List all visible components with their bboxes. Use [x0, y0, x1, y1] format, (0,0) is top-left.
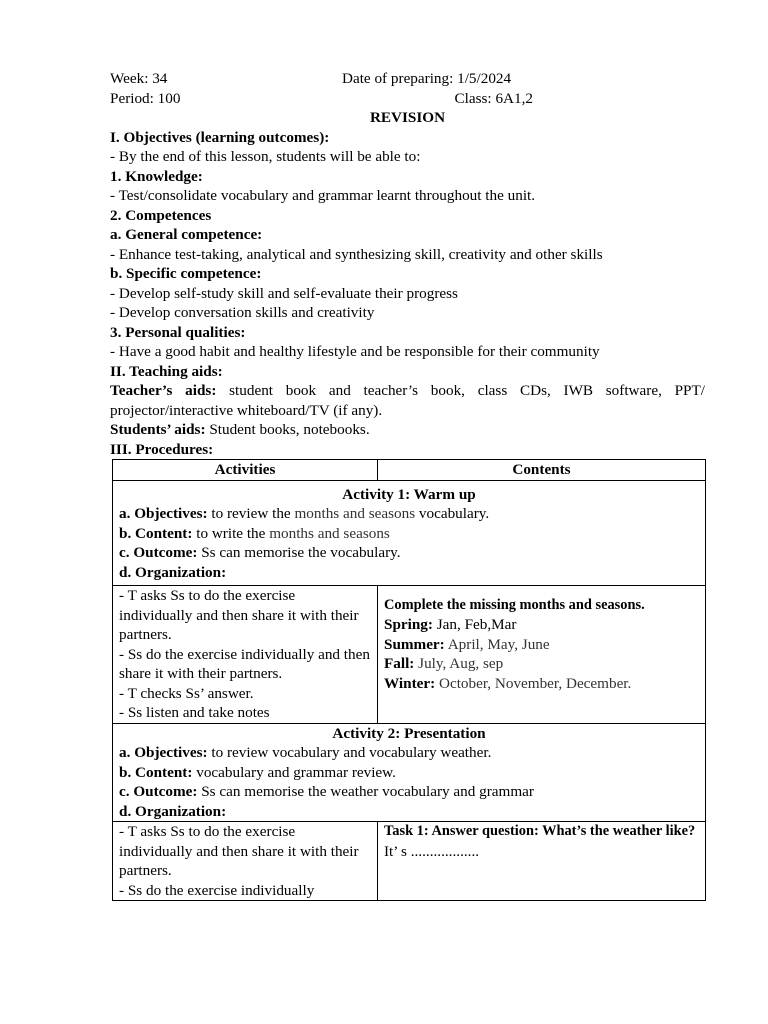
activity2-title: Activity 2: Presentation	[332, 724, 486, 742]
activity2-task-question: What’s the weather like?	[538, 823, 696, 839]
activity2-task-line	[384, 822, 699, 842]
winter-text: October, November, December.	[435, 674, 632, 692]
activity1-obj-text3: vocabulary.	[415, 505, 490, 522]
objectives-heading: I. Objectives (learning outcomes):	[110, 128, 330, 146]
activity2-task-label: Task 1: Answer question:	[384, 823, 539, 839]
header-row-2	[110, 89, 705, 109]
fall-text: July, Aug, sep	[414, 655, 504, 672]
summer-label: Summer:	[384, 635, 445, 653]
spring-label: Spring:	[384, 616, 433, 633]
header-row-1	[110, 69, 705, 89]
winter-label: Winter:	[384, 674, 436, 692]
summer-text: April, May, June	[444, 635, 550, 653]
teacher-aids-text: student book and teacher’s book, class CDs, IWB software, PPT/ projector/interactive whiteboard/TV (if any).	[110, 382, 705, 419]
personal-qualities-heading: 3. Personal qualities:	[110, 323, 246, 341]
activity2-obj-label: a. Objectives:	[119, 744, 208, 761]
activity1-content-text1: to write the	[192, 524, 270, 542]
specific-competence-heading: b. Specific competence:	[110, 265, 262, 282]
teaching-aids-heading: II. Teaching aids:	[110, 362, 223, 380]
activity2-content-text: vocabulary and grammar review.	[192, 763, 396, 781]
students-aids-text: Student books, notebooks.	[205, 421, 370, 438]
activity1-step: - T asks Ss to do the exercise individually and then share it with their partners.	[119, 587, 359, 643]
procedures-heading: III. Procedures:	[110, 440, 214, 458]
activity2-step: - Ss do the exercise individually	[119, 881, 315, 899]
specific-competence-1: - Develop self-study skill and self-evaluate their progress	[110, 284, 458, 302]
knowledge-heading: 1. Knowledge:	[110, 167, 203, 185]
class-label: Class: 6A1,2	[454, 89, 533, 107]
competences-heading: 2. Competences	[110, 206, 212, 224]
activity1-obj-label: a. Objectives:	[119, 505, 208, 522]
activity1-steps	[113, 586, 378, 724]
activity1-info	[113, 480, 706, 586]
activity2-outcome-label: c. Outcome:	[119, 783, 198, 800]
general-competence-text: - Enhance test-taking, analytical and synthesizing skill, creativity and other skills	[110, 245, 603, 263]
activity1-body-row	[113, 586, 706, 724]
activity1-step: - Ss do the exercise individually and then share it with their partners.	[119, 645, 370, 682]
general-competence-heading: a. General competence:	[110, 226, 263, 243]
col-activities-header: Activities	[113, 460, 378, 481]
activity2-task-answer: It’ s ..................	[384, 842, 480, 860]
activity1-content-text2: months and seasons	[269, 524, 390, 542]
activity1-content-label: b. Content:	[119, 524, 193, 542]
activity2-content	[119, 763, 699, 783]
personal-qualities-text: - Have a good habit and healthy lifestyle and be responsible for their community	[110, 343, 600, 360]
period-label: Period: 100	[110, 89, 181, 107]
date-label: Date of preparing: 1/5/2024	[342, 70, 512, 87]
activity1-content	[119, 524, 699, 544]
activity2-obj-text: to review vocabulary and vocabulary weather.	[207, 744, 492, 761]
fall-label: Fall:	[384, 655, 415, 672]
activity1-task-title: Complete the missing months and seasons.	[384, 596, 645, 613]
objectives-intro: - By the end of this lesson, students will be able to:	[110, 148, 421, 165]
activity1-outcome-label: c. Outcome:	[119, 544, 198, 561]
activity2-objectives	[119, 743, 699, 763]
procedures-table	[112, 459, 706, 901]
activity2-outcome-text: Ss can memorise the weather vocabulary and grammar	[197, 783, 534, 800]
activity1-task	[378, 586, 706, 724]
col-contents-header: Contents	[378, 460, 706, 481]
table-header-row	[113, 460, 706, 481]
summer-line	[384, 635, 699, 655]
activity1-obj-text1: to review the	[207, 505, 295, 522]
activity2-body-row	[113, 822, 706, 901]
activity1-outcome	[119, 543, 699, 563]
spring-text: Jan, Feb,Mar	[432, 616, 517, 633]
teacher-aids-label: Teacher’s aids:	[110, 382, 217, 399]
teacher-aids	[110, 381, 705, 420]
page-title: REVISION	[369, 109, 446, 126]
activity1-obj-text2: months and seasons	[294, 505, 416, 522]
activity2-content-label: b. Content:	[119, 763, 193, 781]
activity1-objectives	[119, 504, 699, 524]
students-aids-label: Students’ aids:	[110, 421, 206, 438]
specific-competence-2: - Develop conversation skills and creativity	[110, 304, 375, 321]
knowledge-text: - Test/consolidate vocabulary and grammar learnt throughout the unit.	[110, 187, 536, 204]
activity1-outcome-text: Ss can memorise the vocabulary.	[197, 544, 401, 561]
week-label: Week: 34	[110, 70, 168, 87]
activity1-step: - Ss listen and take notes	[119, 704, 270, 721]
activity1-organization: d. Organization:	[119, 563, 227, 581]
spring-line	[384, 615, 699, 635]
activity2-outcome	[119, 782, 699, 802]
activity2-step: - T asks Ss to do the exercise individually and then share it with their partners.	[119, 823, 359, 879]
activity2-info	[113, 723, 706, 822]
activity2-info-row	[113, 723, 706, 822]
lesson-plan-page	[110, 69, 705, 901]
activity2-organization: d. Organization:	[119, 802, 227, 820]
fall-line	[384, 654, 699, 674]
activity1-info-row	[113, 480, 706, 586]
activity2-task	[378, 822, 706, 901]
activity1-step: - T checks Ss’ answer.	[119, 684, 254, 702]
activity2-steps	[113, 822, 378, 901]
students-aids	[110, 420, 705, 440]
winter-line	[384, 674, 699, 714]
activity1-title: Activity 1: Warm up	[342, 485, 476, 503]
